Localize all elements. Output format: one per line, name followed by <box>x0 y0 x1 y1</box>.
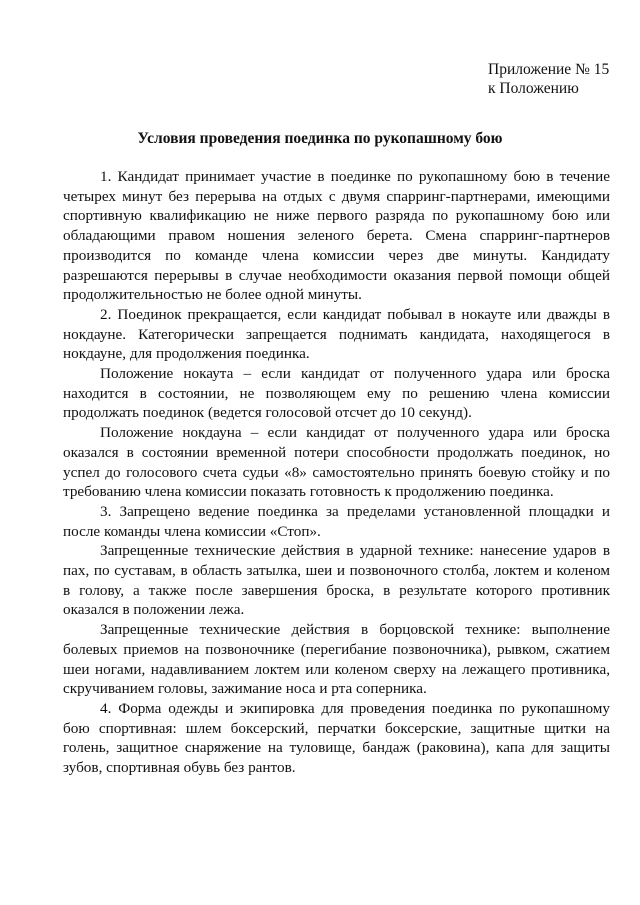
paragraph-forbidden-striking: Запрещенные технические действия в ударной технике: нанесение ударов в пах, по суставам, в область затылка, шеи и позвоночного столба, локтем и коленом в голову, а также после завершения броска, в результате которого противник оказался в положении лежа. <box>63 542 610 619</box>
appendix-number: Приложение № 15 <box>488 61 610 78</box>
paragraph-1-participation: 1. Кандидат принимает участие в поединке по рукопашному бою в течение четырех минут без перерыва на отдых с двумя спарринг-партнерами, имеющими спортивную квалификацию не ниже первого разряда по рукопашному бою или обладающими правом ношения зеленого берета. Смена спарринг-партнеров производится по команде члена комиссии через две минуты. Кандидату разрешаются перерывы в случае необходимости оказания первой помощи общей продолжительностью не более одной минуты. <box>63 168 610 304</box>
paragraph-3-area-restriction: 3. Запрещено ведение поединка за пределами установленной площадки и после команды члена комиссии «Стоп». <box>63 502 610 540</box>
paragraph-4-equipment: 4. Форма одежды и экипировка для проведения поединка по рукопашному бою спортивная: шлем боксерский, перчатки боксерские, защитные щитки на голень, защитное снаряжение на туловище, бандаж (раковина), капа для защиты зубов, спортивная обувь без рантов. <box>63 699 610 777</box>
appendix-reference <box>488 60 609 98</box>
paragraph-forbidden-wrestling: Запрещенные технические действия в борцовской технике: выполнение болевых приемов на позвоночнике (перегибание позвоночника), рывком, сжатием шеи ногами, надавливанием локтем или коленом сверху на лежащего противника, скручиванием головы, зажимание носа и рта соперника. <box>63 621 610 698</box>
paragraph-knockdown-definition: Положение нокдауна – если кандидат от полученного удара или броска оказался в состоянии временной потери способности продолжать поединок, но успел до голосового счета судьи «8» самостоятельно принять боевую стойку и по требованию члена комиссии показать готовность к продолжению поединка. <box>63 424 610 501</box>
document-title: Условия проведения поединка по рукопашному бою <box>137 130 503 147</box>
paragraph-knockout-definition: Положение нокаута – если кандидат от полученного удара или броска находится в состоянии, не позволяющем ему по решению члена комиссии продолжать поединок (ведется голосовой отсчет до 10 секунд). <box>63 365 610 422</box>
appendix-regulation: к Положению <box>488 80 579 97</box>
paragraph-2-termination: 2. Поединок прекращается, если кандидат побывал в нокауте или дважды в нокдауне. Категорически запрещается поднимать кандидата, находящегося в нокдауне, для продолжения поединка. <box>63 305 610 363</box>
document-body <box>63 167 610 778</box>
